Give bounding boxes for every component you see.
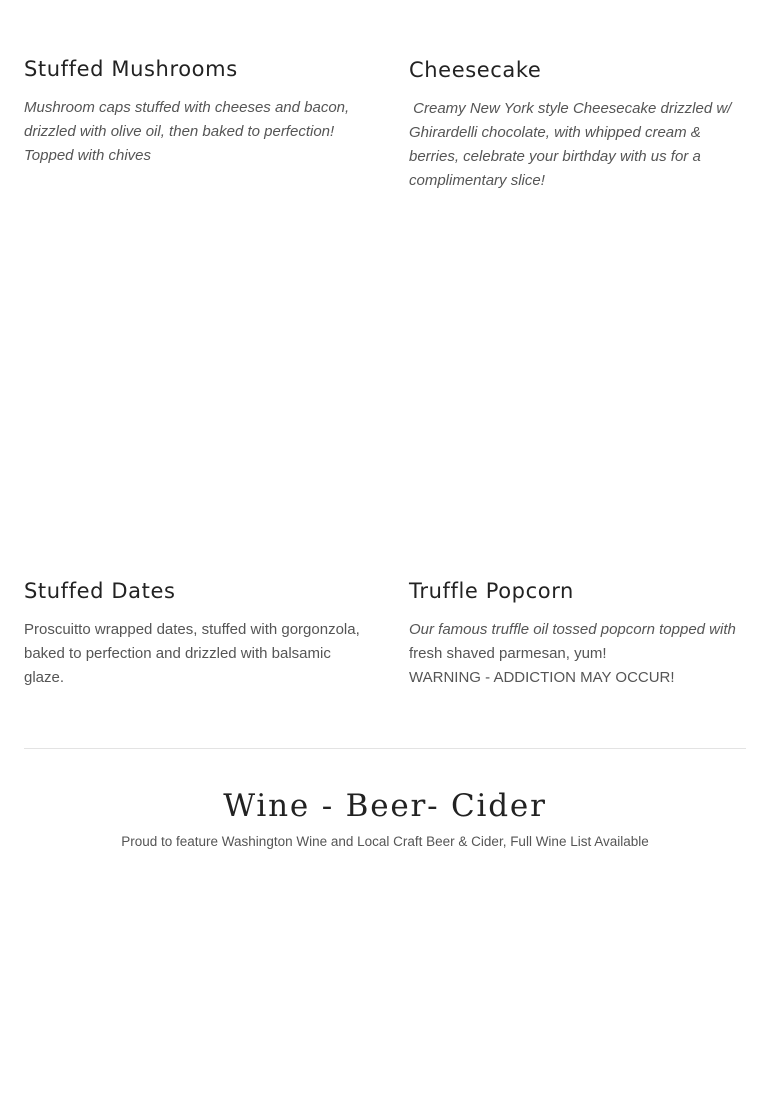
menu-item-description: Mushroom caps stuffed with cheeses and bacon, drizzled with olive oil, then baked to perfection! Topped with chives bbox=[24, 99, 350, 164]
menu-item-cheesecake bbox=[409, 57, 749, 193]
description-line: Our famous truffle oil tossed popcorn topped with bbox=[409, 621, 736, 638]
warning-text: WARNING - ADDICTION MAY OCCUR! bbox=[409, 669, 675, 686]
menu-item-description: Creamy New York style Cheesecake drizzled w/ Ghirardelli chocolate, with whipped cream & berries, celebrate your birthday with us for a complimentary slice! bbox=[409, 100, 736, 189]
drinks-section-subheading: Proud to feature Washington Wine and Local Craft Beer & Cider, Full Wine List Available bbox=[121, 834, 649, 849]
menu-item-description bbox=[409, 618, 749, 690]
menu-item-title: Stuffed Dates bbox=[24, 579, 176, 603]
menu-item-truffle-popcorn bbox=[409, 578, 749, 690]
description-line: fresh shaved parmesan, yum! bbox=[409, 645, 607, 662]
menu-item-description: Proscuitto wrapped dates, stuffed with gorgonzola, baked to perfection and drizzled with balsamic glaze. bbox=[24, 621, 360, 686]
menu-item-title: Stuffed Mushrooms bbox=[24, 57, 238, 81]
drinks-section-heading: Wine - Beer- Cider bbox=[223, 788, 547, 824]
menu-item-stuffed-mushrooms bbox=[24, 56, 369, 168]
menu-item-title: Truffle Popcorn bbox=[409, 579, 574, 603]
menu-item-stuffed-dates bbox=[24, 578, 369, 690]
menu-item-title: Cheesecake bbox=[409, 58, 542, 82]
section-divider bbox=[24, 748, 746, 749]
